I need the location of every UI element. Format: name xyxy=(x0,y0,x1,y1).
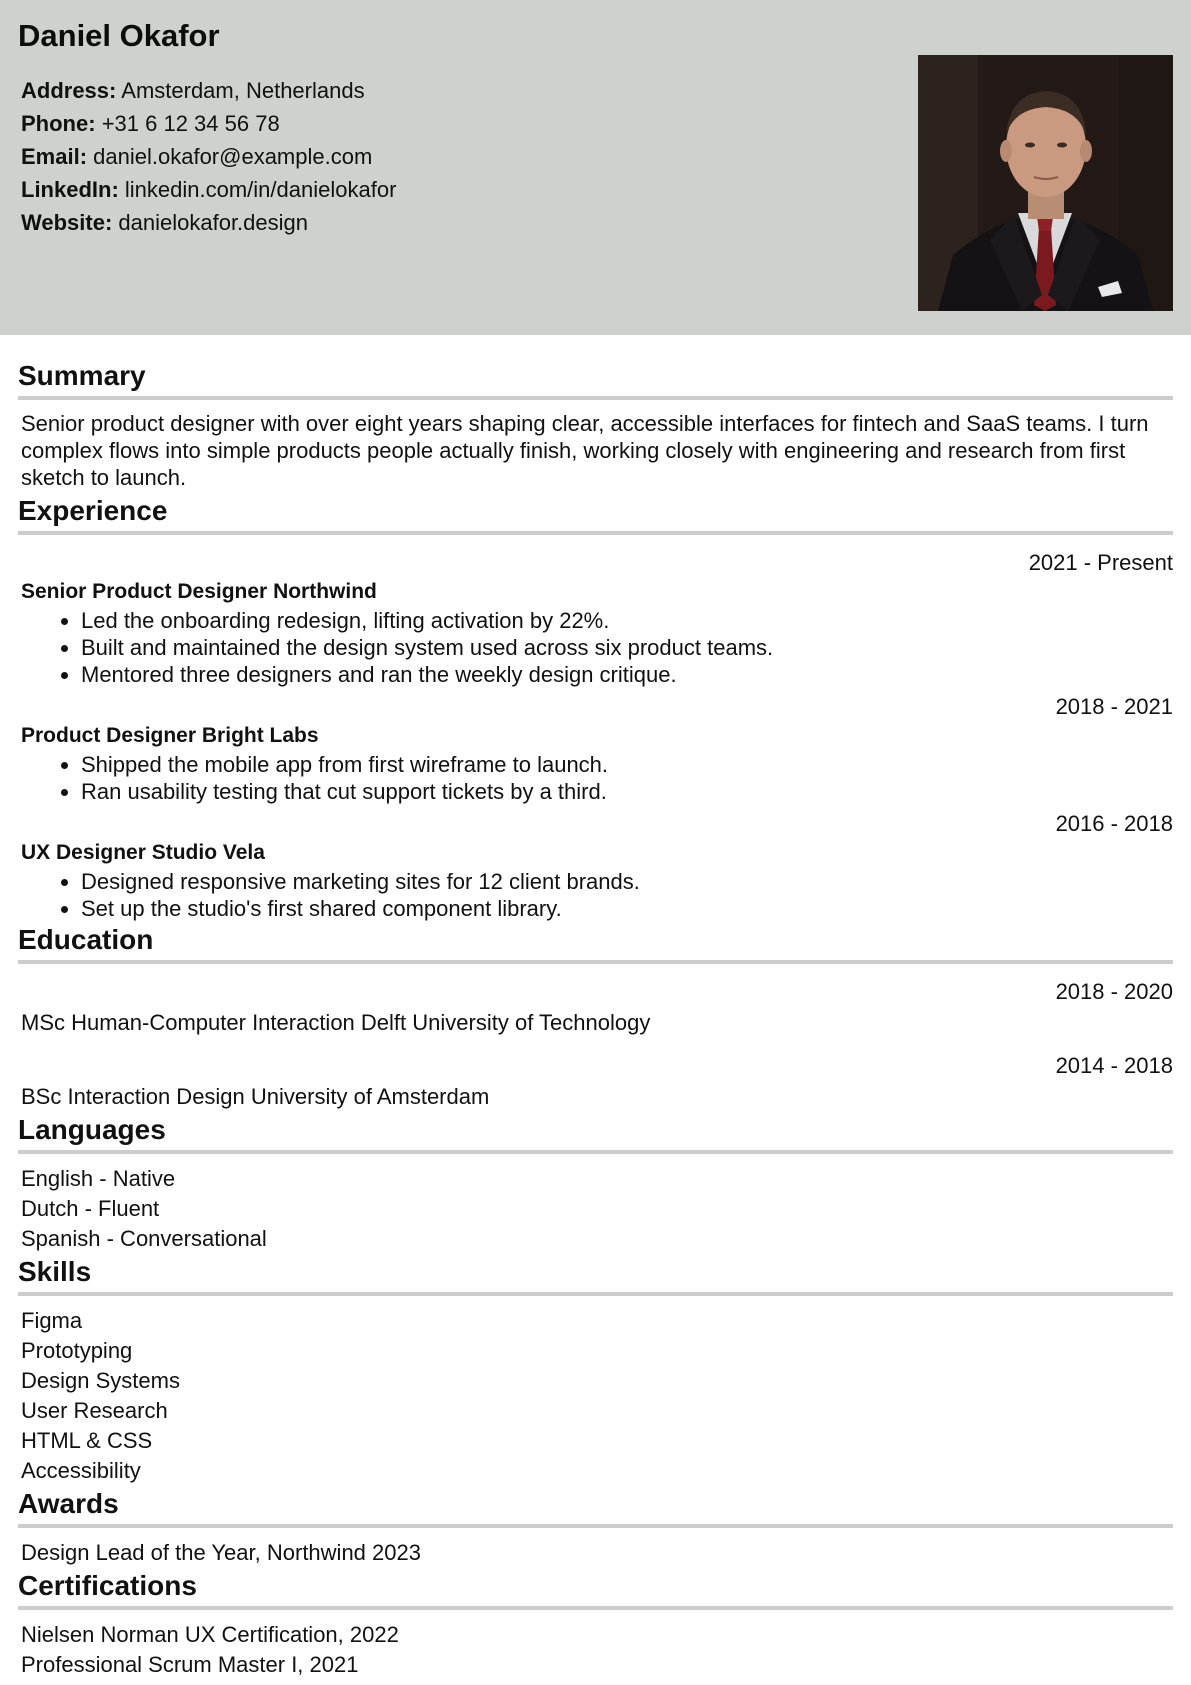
entry-dates: 2016 - 2018 xyxy=(1055,811,1173,836)
contact-label: Email: xyxy=(21,144,88,169)
section-title: Summary xyxy=(18,358,1173,400)
entry-dates: 2021 - Present xyxy=(1028,550,1173,575)
resume-header xyxy=(0,0,1191,335)
entry-title xyxy=(21,838,1170,868)
list-item: Prototyping xyxy=(21,1338,133,1363)
list-item: • Set up the studio's first shared component library. xyxy=(81,895,1173,922)
entry-role: Product Designer xyxy=(21,724,197,747)
list-item: HTML & CSS xyxy=(21,1428,153,1453)
education-list xyxy=(18,978,1173,1112)
education-degree: BSc Interaction Design xyxy=(21,1084,245,1109)
contact-email xyxy=(21,140,396,173)
summary-text: Senior product designer with over eight years shaping clear, accessible interfaces for fintech and SaaS teams. I turn complex flows into simple products people actually finish, working closely with engineering and research from first sketch to launch. xyxy=(21,411,1149,490)
contact-linkedin xyxy=(21,173,396,206)
skills-section xyxy=(18,1254,1173,1486)
experience-entry xyxy=(18,810,1173,922)
entry-role: UX Designer xyxy=(21,841,146,864)
entry-bullets xyxy=(18,751,1173,805)
resume-body xyxy=(18,358,1173,1680)
list-item: • Built and maintained the design system used across six product teams. xyxy=(81,634,1173,661)
experience-entry xyxy=(18,693,1173,805)
skills-list xyxy=(21,1306,1170,1486)
education-entry xyxy=(18,1052,1173,1112)
entry-company: Northwind xyxy=(273,580,377,603)
list-item: Professional Scrum Master I, 2021 xyxy=(21,1652,359,1677)
contact-info xyxy=(21,74,396,239)
list-item: English - Native xyxy=(21,1166,176,1191)
list-item: • Mentored three designers and ran the weekly design critique. xyxy=(81,661,1173,688)
contact-label: Phone: xyxy=(21,111,96,136)
entry-dates: 2014 - 2018 xyxy=(1055,1053,1173,1078)
experience-list xyxy=(18,549,1173,922)
contact-label: Address: xyxy=(21,78,117,103)
list-item: Nielsen Norman UX Certification, 2022 xyxy=(21,1622,399,1647)
contact-phone xyxy=(21,107,396,140)
education-school: Delft University of Technology xyxy=(360,1010,651,1035)
section-title: Languages xyxy=(18,1112,1173,1154)
languages-list xyxy=(21,1164,1170,1254)
awards-list xyxy=(21,1538,1170,1568)
portrait-illustration xyxy=(918,55,1173,311)
education-degree: MSc Human-Computer Interaction xyxy=(21,1010,355,1035)
education-entry xyxy=(18,978,1173,1038)
entry-dates: 2018 - 2021 xyxy=(1055,694,1173,719)
entry-role: Senior Product Designer xyxy=(21,580,268,603)
list-item: Dutch - Fluent xyxy=(21,1196,160,1221)
list-item: • Shipped the mobile app from first wireframe to launch. xyxy=(81,751,1173,778)
languages-section xyxy=(18,1112,1173,1254)
list-item: Design Lead of the Year, Northwind 2023 xyxy=(21,1540,421,1565)
contact-value: Amsterdam, Netherlands xyxy=(121,78,365,103)
education-school: University of Amsterdam xyxy=(250,1084,490,1109)
list-item: Spanish - Conversational xyxy=(21,1226,267,1251)
contact-value: linkedin.com/in/danielokafor xyxy=(124,177,397,202)
experience-section xyxy=(18,493,1173,922)
certifications-list xyxy=(21,1620,1170,1680)
certifications-section xyxy=(18,1568,1173,1680)
entry-title xyxy=(21,721,1170,751)
section-title: Certifications xyxy=(18,1568,1173,1610)
entry-company: Bright Labs xyxy=(201,724,319,747)
education-line xyxy=(21,1082,1170,1112)
section-title: Awards xyxy=(18,1486,1173,1528)
contact-value: danielokafor.design xyxy=(118,210,308,235)
section-title: Skills xyxy=(18,1254,1173,1296)
list-item: Design Systems xyxy=(21,1368,180,1393)
contact-label: LinkedIn: xyxy=(21,177,119,202)
profile-photo xyxy=(918,55,1173,311)
entry-bullets xyxy=(18,607,1173,688)
contact-website xyxy=(21,206,396,239)
list-item: • Ran usability testing that cut support tickets by a third. xyxy=(81,778,1173,805)
list-item: • Led the onboarding redesign, lifting activation by 22%. xyxy=(81,607,1173,634)
experience-entry xyxy=(18,549,1173,688)
contact-address xyxy=(21,74,396,107)
list-item: • Designed responsive marketing sites for 12 client brands. xyxy=(81,868,1173,895)
contact-label: Website: xyxy=(21,210,113,235)
entry-company: Studio Vela xyxy=(151,841,265,864)
education-line xyxy=(21,1008,1170,1038)
entry-dates: 2018 - 2020 xyxy=(1055,979,1173,1004)
section-title: Education xyxy=(18,922,1173,964)
contact-value: daniel.okafor@example.com xyxy=(93,144,373,169)
awards-section xyxy=(18,1486,1173,1568)
list-item: Accessibility xyxy=(21,1458,141,1483)
entry-bullets xyxy=(18,868,1173,922)
contact-value: +31 6 12 34 56 78 xyxy=(101,111,280,136)
entry-title xyxy=(21,577,1170,607)
section-title: Experience xyxy=(18,493,1173,535)
education-section xyxy=(18,922,1173,1112)
list-item: Figma xyxy=(21,1308,83,1333)
person-name: Daniel Okafor xyxy=(18,18,220,53)
summary-section xyxy=(18,358,1173,491)
list-item: User Research xyxy=(21,1398,168,1423)
